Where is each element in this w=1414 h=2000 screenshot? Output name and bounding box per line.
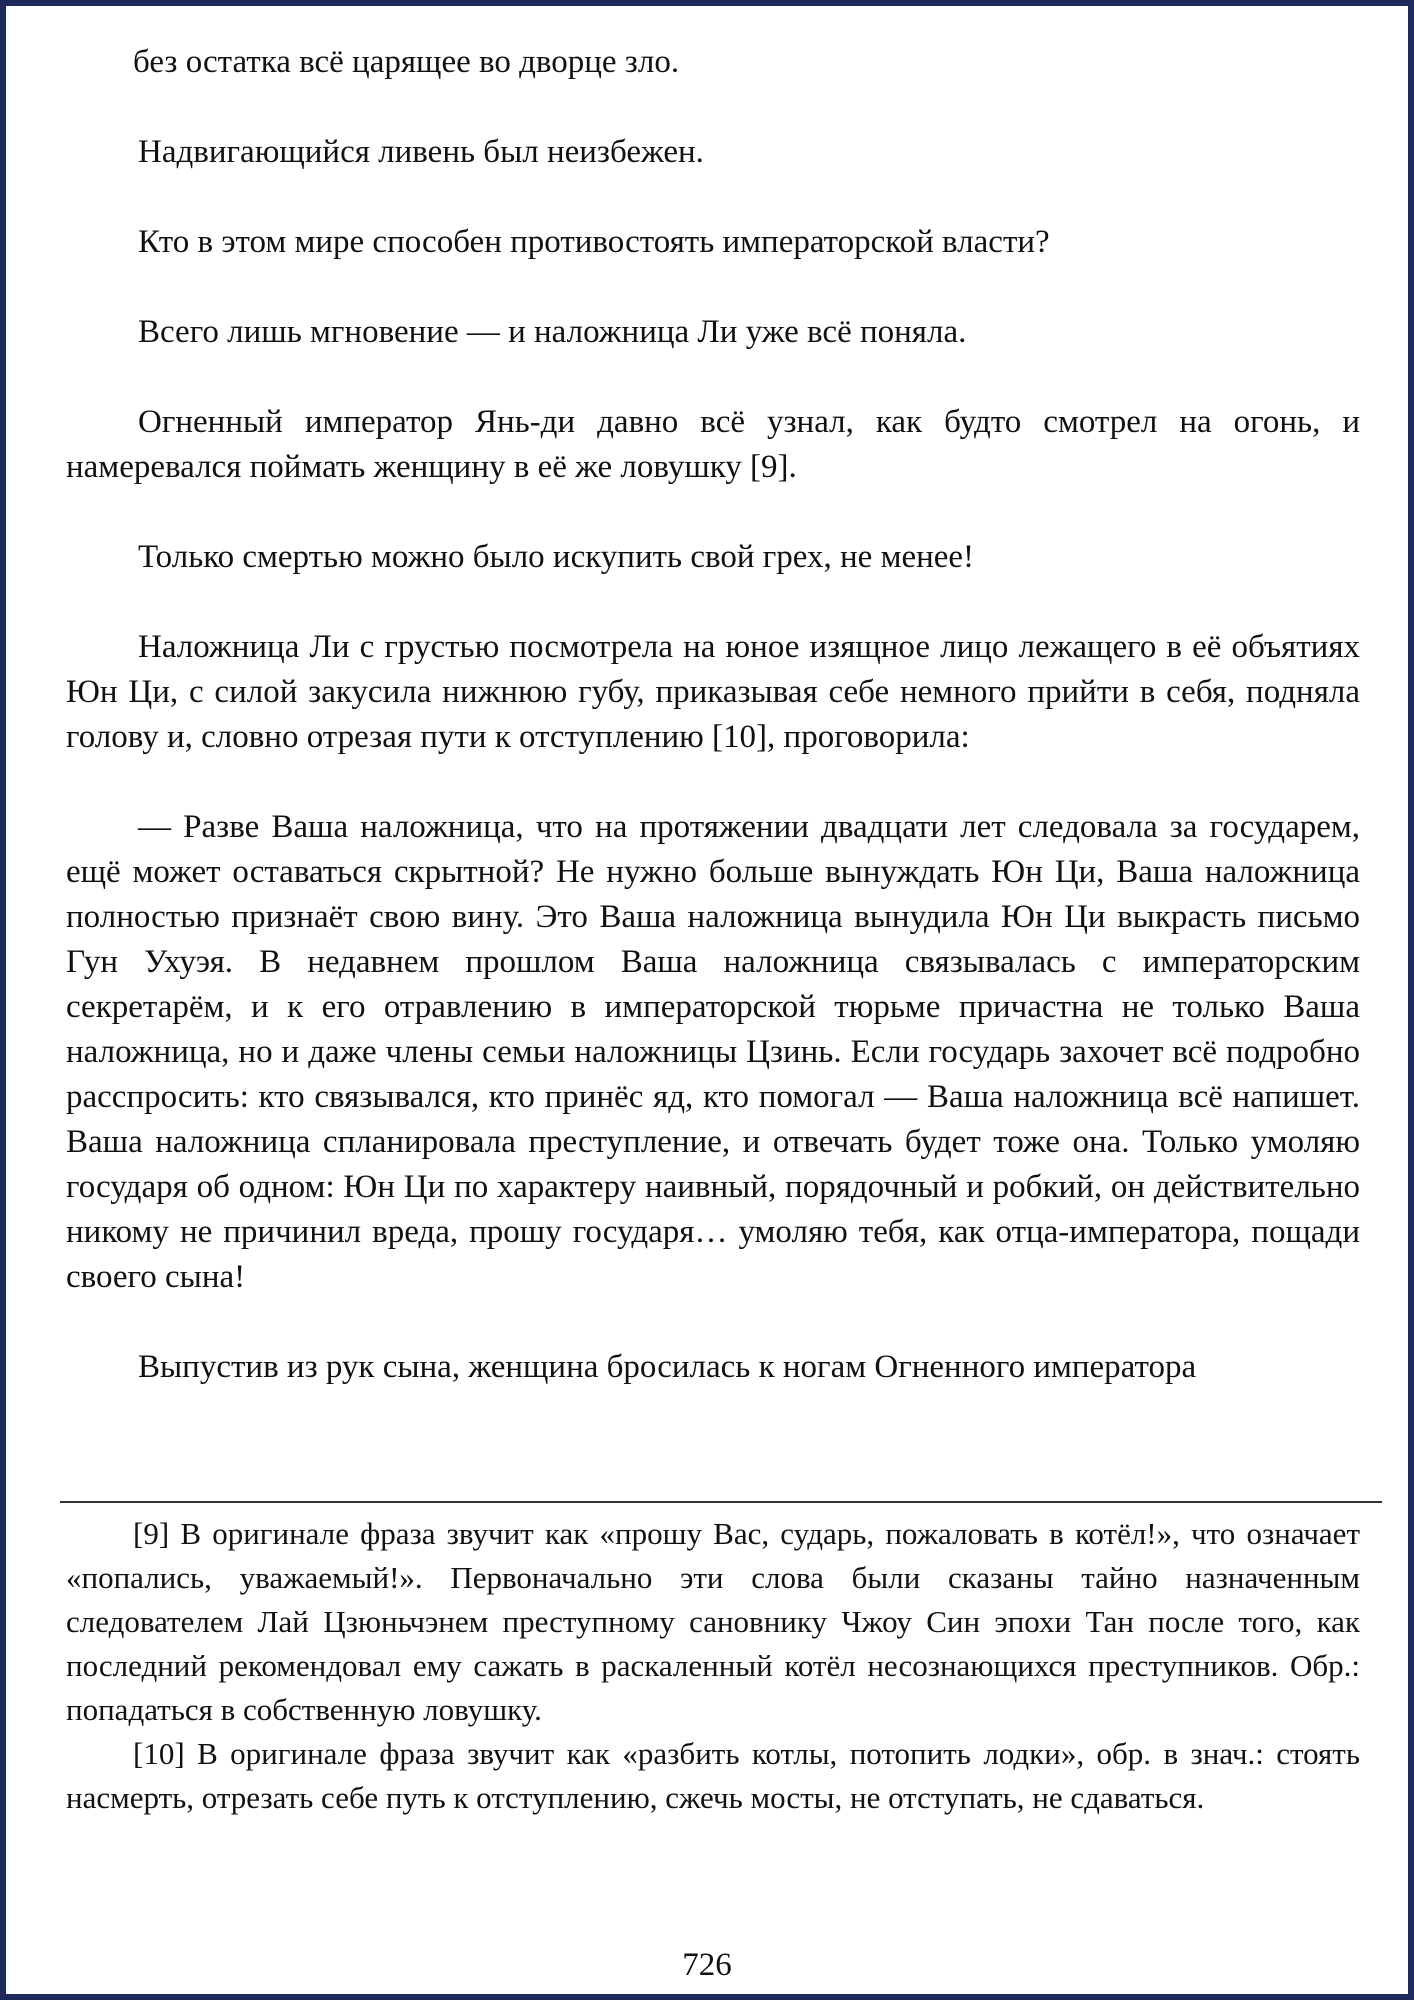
paragraph-2: Надвигающийся ливень был неизбежен. — [138, 134, 704, 170]
footnotes — [66, 1512, 1360, 1820]
paragraph-7: Наложница Ли с грустью посмотрела на юное изящное лицо лежащего в её объятиях Юн Ци, с силой закусила нижнюю губу, приказывая себе немного прийти в себя, подняла голову и, словно отрезая пути к отступлению [10], проговорила: — [66, 629, 1360, 755]
page-number: 726 — [682, 1947, 732, 1983]
paragraph-3: Кто в этом мире способен противостоять императорской власти? — [138, 224, 1050, 260]
footnote-10: [10] В оригинале фраза звучит как «разбить котлы, потопить лодки», обр. в знач.: стоять насмерть, отрезать себе путь к отступлению, сжечь мосты, не отступать, не сдаваться. — [66, 1736, 1360, 1815]
paragraph-1: без остатка всё царящее во дворце зло. — [133, 44, 680, 80]
footnote-9: [9] В оригинале фраза звучит как «прошу Вас, сударь, пожаловать в котёл!», что означает «попались, уважаемый!». Первоначально эти слова были сказаны тайно назначенным следователем Лай Цзюньчэнем преступному сановнику Чжоу Син эпохи Тан после того, как последний рекомендовал ему сажать в раскаленный котёл несознающихся преступников. Обр.: попадаться в собственную ловушку. — [66, 1516, 1360, 1727]
paragraph-4: Всего лишь мгновение — и наложница Ли уже всё поняла. — [138, 314, 967, 350]
main-text — [66, 40, 1360, 1390]
paragraph-5: Огненный император Янь-ди давно всё узнал, как будто смотрел на огонь, и намеревался поймать женщину в её же ловушку [9]. — [66, 404, 1360, 485]
paragraph-6: Только смертью можно было искупить свой грех, не менее! — [138, 539, 975, 575]
paragraph-9: Выпустив из рук сына, женщина бросилась к ногам Огненного императора — [138, 1349, 1197, 1385]
paragraph-8: — Разве Ваша наложница, что на протяжении двадцати лет следовала за государем, ещё может оставаться скрытной? Не нужно больше вынуждать Юн Ци, Ваша наложница полностью признаёт свою вину. Это Ваша наложница вынудила Юн Ци выкрасть письмо Гун Ухуэя. В недавнем прошлом Ваша наложница связывалась с императорским секретарём, и к его отравлению в императорской тюрьме причастна не только Ваша наложница, но и даже члены семьи наложницы Цзинь. Если государь захочет всё подробно расспросить: кто связывался, кто принёс яд, кто помогал — Ваша наложница всё напишет. Ваша наложница спланировала преступление, и отвечать будет тоже она. Только умоляю государя об одном: Юн Ци по характеру наивный, порядочный и робкий, он действительно никому не причинил вреда, прошу государя… умоляю тебя, как отца-императора, пощади своего сына! — [66, 809, 1360, 1295]
footnote-divider — [60, 1501, 1382, 1503]
